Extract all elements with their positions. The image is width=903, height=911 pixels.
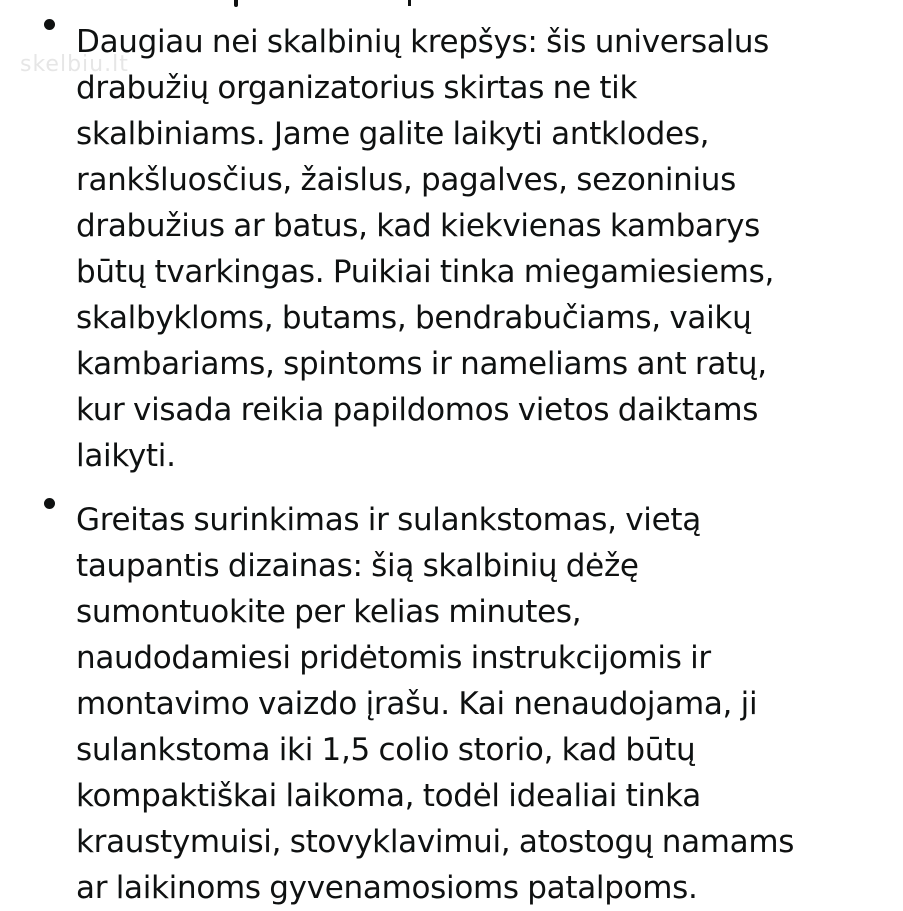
bullet-dot-icon [44, 498, 55, 509]
list-item [0, 479, 903, 911]
bullet-text: Greitas surinkimas ir sulankstomas, vietą taupantis dizainas: šią skalbinių dėžę sumontuokite per kelias minutes, naudodamiesi pridėtomis instrukcijomis ir montavimo vaizdo įrašu. Kai nenaudojama, ji sulankstoma iki 1,5 colio storio, kad būtų kompaktiškai laikoma, todėl idealiai tinka kraustymuisi, stovyklavimui, atostogų namams ar laikinoms gyvenamosioms patalpoms. [76, 502, 795, 906]
bullet-dot-icon [44, 19, 55, 30]
watermark-logo: skelbiu.lt [20, 52, 129, 77]
bullet-text: Daugiau nei skalbinių krepšys: šis universalus drabužių organizatorius skirtas ne tik skalbiniams. Jame galite laikyti antklodes, rankšluosčius, žaislus, pagalves, sezoninius drabužius ar batus, kad kiekvienas kambarys būtų tvarkingas. Puikiai tinka miegamiesiems, skalbykloms, butams, bendrabučiams, vaikų kambariams, spintoms ir nameliams ant ratų, kur visada reikia papildomos vietos daiktams laikyti. [76, 24, 775, 474]
